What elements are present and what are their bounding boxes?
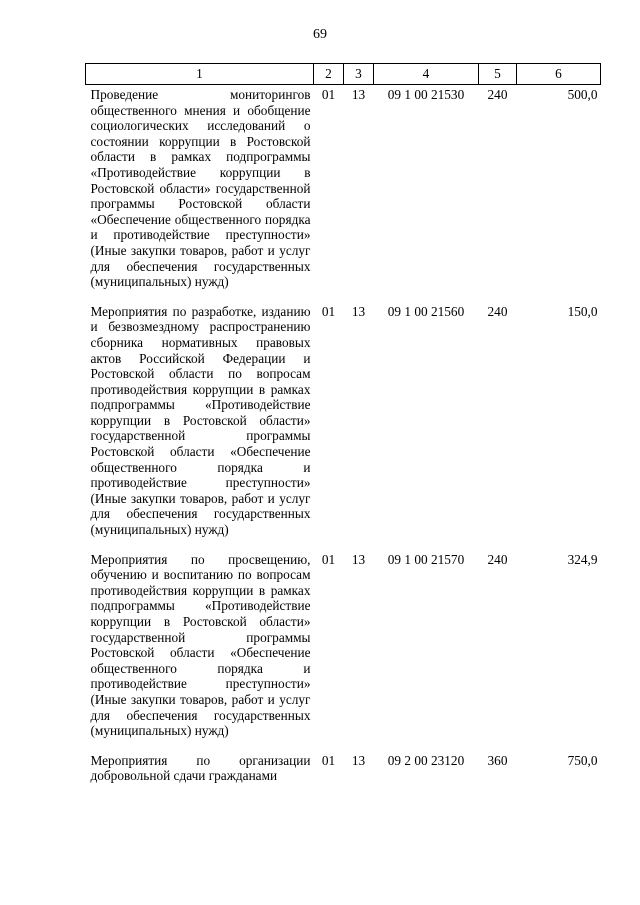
row-target-article: 09 2 00 23120 (387, 752, 465, 768)
row-expense-type: 240 (487, 303, 508, 319)
row-section: 13 (351, 87, 366, 102)
row-ministry: 01 (321, 87, 336, 102)
row-expense-type: 360 (487, 752, 508, 768)
row-name: Проведение мониторингов общественного мнения и обобщение социологических исследований о состоянии коррупции в Ростовской области в рамках подпрограммы «Противодействие коррупции в Ростовской области» государственной программы Ростовской области «Обеспечение общественного порядка и противодействие преступности» (Иные закупки товаров, работ и услуг для обеспечения государственных (муниципальных) нужд) (90, 87, 311, 290)
column-header-sum: 6 (517, 64, 601, 85)
row-sum: 324,9 (567, 551, 598, 567)
row-sum: 150,0 (567, 303, 598, 319)
table-row (86, 85, 601, 302)
row-expense-type: 240 (487, 551, 508, 567)
table-row (86, 302, 601, 550)
row-target-article: 09 1 00 21560 (387, 303, 465, 319)
page-number: 69 (313, 27, 327, 42)
table-header-row (86, 64, 601, 85)
row-name: Мероприятия по организации добровольной сдачи гражданами (90, 752, 311, 784)
row-ministry: 01 (321, 303, 336, 319)
row-ministry: 01 (321, 752, 336, 768)
row-target-article: 09 1 00 21530 (387, 87, 465, 102)
row-sum: 500,0 (567, 87, 598, 102)
row-expense-type: 240 (487, 87, 508, 102)
row-section: 13 (351, 303, 366, 319)
column-header-expense-type: 5 (479, 64, 517, 85)
row-name: Мероприятия по просвещению, обучению и воспитанию по вопросам противодействия коррупции в рамках подпрограммы «Противодействие коррупции в Ростовской области» государственной программы Ростовской области «Обеспечение общественного порядка и противодействие преступности» (Иные закупки товаров, работ и услуг для обеспечения государственных (муниципальных) нужд) (90, 551, 311, 739)
column-header-ministry: 2 (314, 64, 344, 85)
row-section: 13 (351, 551, 366, 567)
column-header-name: 1 (86, 64, 314, 85)
table-row (86, 751, 601, 784)
row-ministry: 01 (321, 551, 336, 567)
row-sum: 750,0 (567, 752, 598, 768)
row-section: 13 (351, 752, 366, 768)
column-header-target-article: 4 (374, 64, 479, 85)
row-name: Мероприятия по разработке, изданию и безвозмездному распространению сборника нормативных правовых актов Российской Федерации и Ростовской области по вопросам противодействия коррупции в рамках подпрограммы «Противодействие коррупции в Ростовской области» государственной программы Ростовской области «Обеспечение общественного порядка и противодействие преступности» (Иные закупки товаров, работ и услуг для обеспечения государственных (муниципальных) нужд) (90, 303, 311, 538)
row-target-article: 09 1 00 21570 (387, 551, 465, 567)
table-row (86, 550, 601, 751)
column-header-section: 3 (344, 64, 374, 85)
budget-table (85, 63, 601, 784)
